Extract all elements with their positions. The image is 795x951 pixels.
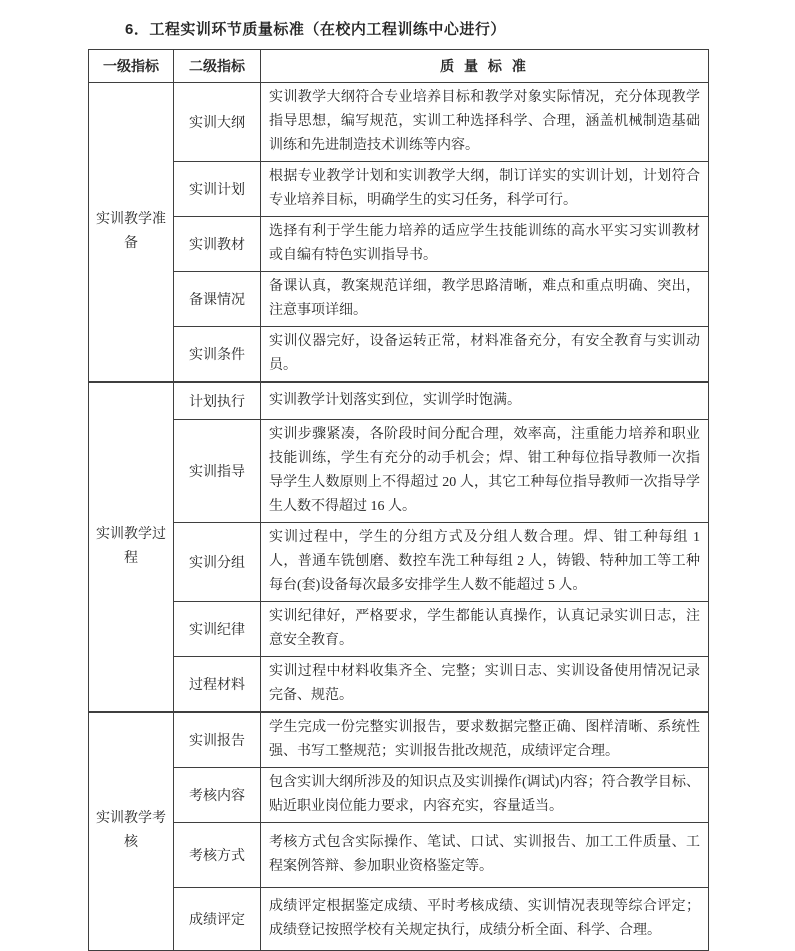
level2-cell: 成绩评定 — [174, 887, 261, 950]
standard-cell: 选择有利于学生能力培养的适应学生技能训练的高水平实习实训教材或自编有特色实训指导书。 — [261, 217, 709, 272]
level2-cell: 实训计划 — [174, 162, 261, 217]
level1-cell: 实训教学过程 — [89, 382, 174, 712]
standard-cell: 实训教学计划落实到位，实训学时饱满。 — [261, 382, 709, 419]
standard-cell: 根据专业教学计划和实训教学大纲，制订详实的实训计划，计划符合专业培养目标，明确学生的实习任务，科学可行。 — [261, 162, 709, 217]
table-row — [89, 601, 709, 656]
column-header-level1: 一级指标 — [89, 50, 174, 83]
level2-cell: 实训条件 — [174, 327, 261, 383]
table-row — [89, 162, 709, 217]
level2-cell: 实训纪律 — [174, 601, 261, 656]
standard-cell: 考核方式包含实际操作、笔试、口试、实训报告、加工工件质量、工程案例答辩、参加职业资格鉴定等。 — [261, 822, 709, 887]
standard-cell: 实训步骤紧凑，各阶段时间分配合理，效率高，注重能力培养和职业技能训练，学生有充分的动手机会；焊、钳工种每位指导教师一次指导学生人数原则上不得超过 20 人，其它工种每位指导教师一次指导学生人数不得超过 16 人。 — [261, 419, 709, 522]
standard-cell: 备课认真，教案规范详细，教学思路清晰，难点和重点明确、突出，注意事项详细。 — [261, 272, 709, 327]
table-row — [89, 822, 709, 887]
standard-cell: 实训过程中材料收集齐全、完整；实训日志、实训设备使用情况记录完备、规范。 — [261, 656, 709, 712]
level2-cell: 计划执行 — [174, 382, 261, 419]
table-row — [89, 272, 709, 327]
table-row — [89, 712, 709, 768]
level2-cell: 实训分组 — [174, 522, 261, 601]
level2-cell: 实训大纲 — [174, 83, 261, 162]
standard-cell: 成绩评定根据鉴定成绩、平时考核成绩、实训情况表现等综合评定；成绩登记按照学校有关规定执行，成绩分析全面、科学、合理。 — [261, 887, 709, 950]
standard-cell: 包含实训大纲所涉及的知识点及实训操作(调试)内容；符合教学目标、贴近职业岗位能力要求，内容充实，容量适当。 — [261, 767, 709, 822]
table-row — [89, 83, 709, 162]
table-row — [89, 887, 709, 950]
column-header-level2: 二级指标 — [174, 50, 261, 83]
table-row — [89, 767, 709, 822]
level2-cell: 备课情况 — [174, 272, 261, 327]
level1-cell: 实训教学考核 — [89, 712, 174, 951]
quality-standard-table — [88, 49, 709, 951]
table-row — [89, 656, 709, 712]
column-header-standard: 质 量 标 准 — [261, 50, 709, 83]
level2-cell: 实训报告 — [174, 712, 261, 768]
level2-cell: 考核内容 — [174, 767, 261, 822]
table-row — [89, 419, 709, 522]
level2-cell: 实训教材 — [174, 217, 261, 272]
standard-cell: 实训仪器完好，设备运转正常，材料准备充分，有安全教育与实训动员。 — [261, 327, 709, 383]
table-row — [89, 217, 709, 272]
standard-cell: 实训教学大纲符合专业培养目标和教学对象实际情况，充分体现教学指导思想，编写规范，实训工种选择科学、合理，涵盖机械制造基础训练和先进制造技术训练等内容。 — [261, 83, 709, 162]
table-header-row — [89, 50, 709, 83]
table-row — [89, 382, 709, 419]
level2-cell: 过程材料 — [174, 656, 261, 712]
standard-cell: 实训纪律好，严格要求，学生都能认真操作，认真记录实训日志，注意安全教育。 — [261, 601, 709, 656]
level2-cell: 实训指导 — [174, 419, 261, 522]
page-title: 6．工程实训环节质量标准（在校内工程训练中心进行） — [125, 21, 506, 38]
table-row — [89, 522, 709, 601]
standard-cell: 实训过程中，学生的分组方式及分组人数合理。焊、钳工种每组 1 人，普通车铣刨磨、数控车洗工种每组 2 人，铸锻、特种加工等工种每台(套)设备每次最多安排学生人数不能超过 5 人。 — [261, 522, 709, 601]
level2-cell: 考核方式 — [174, 822, 261, 887]
table-row — [89, 327, 709, 383]
standard-cell: 学生完成一份完整实训报告，要求数据完整正确、图样清晰、系统性强、书写工整规范；实训报告批改规范，成绩评定合理。 — [261, 712, 709, 768]
level1-cell: 实训教学准备 — [89, 83, 174, 383]
